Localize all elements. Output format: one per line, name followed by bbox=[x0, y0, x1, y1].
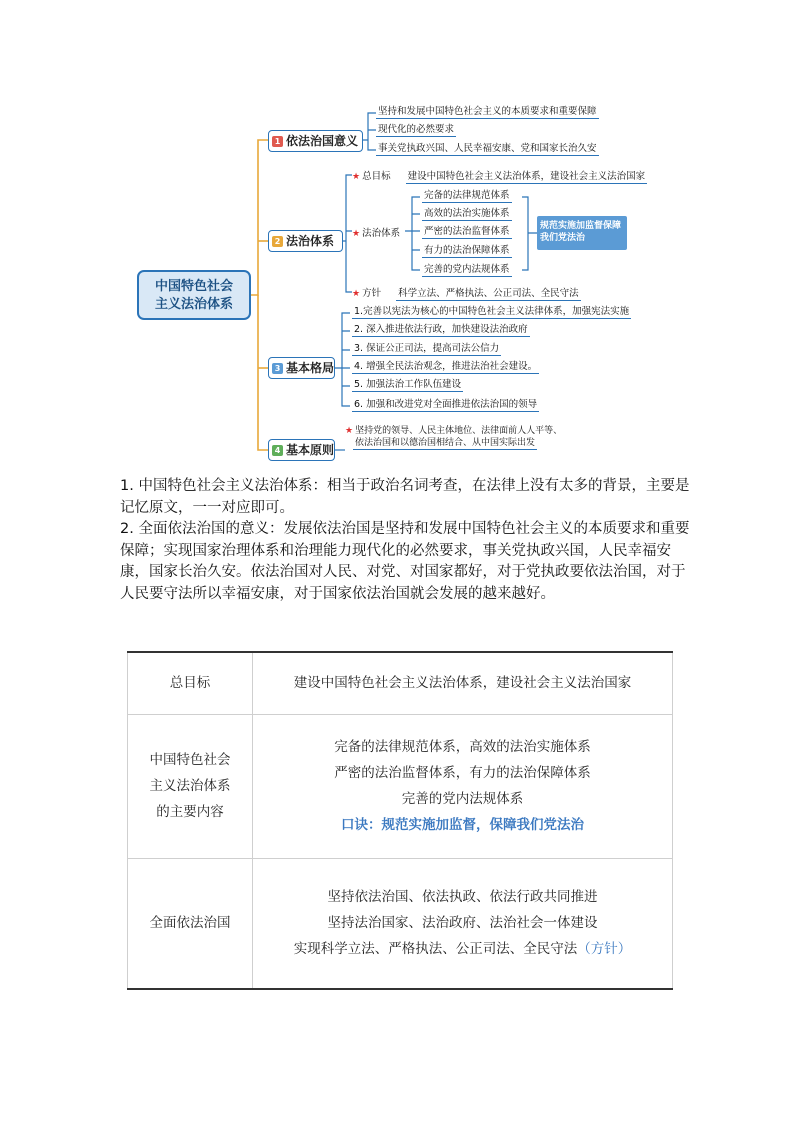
mind-map bbox=[0, 0, 800, 470]
branch-number-badge: 1 bbox=[272, 136, 283, 147]
table-label-cell bbox=[128, 714, 253, 858]
layout-item: 1.完善以宪法为核心的中国特色社会主义法律体系，加强宪法实施 bbox=[354, 306, 630, 317]
table-label-cell: 全面依法治国 bbox=[128, 858, 253, 989]
general-goal-text: 建设中国特色社会主义法治体系，建设社会主义法治国家 bbox=[407, 171, 646, 182]
layout-item: 3. 保证公正司法，提高司法公信力 bbox=[354, 343, 500, 354]
summary-table bbox=[127, 651, 673, 990]
table-row bbox=[128, 652, 673, 714]
label-line: 的主要内容 bbox=[156, 804, 224, 820]
content-line: 严密的法治监督体系，有力的法治保障体系 bbox=[334, 765, 591, 781]
system-item: 完备的法律规范体系 bbox=[424, 190, 510, 201]
star-icon: ★ bbox=[352, 229, 361, 239]
content-line: 完备的法律规范体系，高效的法治实施体系 bbox=[334, 739, 591, 755]
content-line: 坚持依法治国、依法执政、依法行政共同推进 bbox=[327, 889, 598, 906]
mnemonic-callout: 规范实施加监督保障我们党法治 bbox=[537, 216, 627, 250]
content-line: 坚持法治国家、法治政府、法治社会一体建设 bbox=[327, 915, 598, 932]
star-icon: ★ bbox=[352, 172, 361, 182]
table-content-cell bbox=[253, 714, 673, 858]
branch-label: 基本原则 bbox=[286, 443, 335, 457]
mind-map-root bbox=[137, 270, 251, 320]
principles-line-1: 坚持党的领导、人民主体地位、法律面前人人平等、 bbox=[355, 426, 563, 436]
table-label-cell: 总目标 bbox=[128, 652, 253, 714]
branch-4 bbox=[268, 439, 335, 461]
label-line: 主义法治体系 bbox=[149, 778, 231, 794]
branch-label: 依法治国意义 bbox=[286, 134, 359, 148]
root-line-2: 主义法治体系 bbox=[154, 297, 233, 312]
branch-3 bbox=[268, 357, 335, 379]
system-tag-row bbox=[352, 225, 400, 239]
layout-item: 5. 加强法治工作队伍建设 bbox=[354, 379, 462, 390]
system-item: 有力的法治保障体系 bbox=[424, 245, 510, 256]
branch-number-badge: 3 bbox=[272, 363, 283, 374]
system-item: 完善的党内法规体系 bbox=[424, 264, 510, 275]
branch-number-badge: 4 bbox=[272, 445, 283, 456]
policy-row bbox=[352, 285, 581, 299]
branch-2 bbox=[268, 230, 343, 252]
principles-line-2: 依法治国和以德治国相结合、从中国实际出发 bbox=[355, 438, 536, 448]
content-line: 完善的党内法规体系 bbox=[401, 791, 524, 807]
table-row bbox=[128, 858, 673, 989]
system-tag: 法治体系 bbox=[362, 228, 401, 239]
table-content-cell: 建设中国特色社会主义法治体系，建设社会主义法治国家 bbox=[253, 652, 673, 714]
policy-tag: 方针 bbox=[362, 288, 382, 299]
system-item: 高效的法治实施体系 bbox=[424, 208, 510, 219]
content-line bbox=[254, 936, 671, 962]
branch-number-badge: 2 bbox=[272, 236, 283, 247]
branch-1-item: 坚持和发展中国特色社会主义的本质要求和重要保障 bbox=[378, 106, 597, 117]
label-line: 中国特色社会 bbox=[149, 752, 231, 768]
mnemonic-line: 口诀：规范实施加监督，保障我们党法治 bbox=[341, 817, 584, 833]
system-item: 严密的法治监督体系 bbox=[424, 226, 510, 237]
star-icon: ★ bbox=[352, 289, 361, 299]
root-line-1: 中国特色社会 bbox=[154, 279, 233, 294]
paragraph-2: 2. 全面依法治国的意义：发展依法治国是坚持和发展中国特色社会主义的本质要求和重要保障；实现国家治理体系和治理能力现代化的必然要求，事关党执政兴国，人民幸福安康，国家长治久安。依法治国对人民、对党、对国家都好，对于党执政要依法治国，对于人民要守法所以幸福安康，对于国家依法治国就会发展的越来越好。 bbox=[120, 521, 690, 602]
paragraph-1: 1. 中国特色社会主义法治体系：相当于政治名词考查，在法律上没有太多的背景，主要是记忆原文，一一对应即可。 bbox=[120, 478, 690, 516]
layout-item: 2. 深入推进依法行政，加快建设法治政府 bbox=[354, 324, 528, 335]
content-line-text: 实现科学立法、严格执法、公正司法、全民守法 bbox=[293, 941, 578, 958]
branch-1-item: 现代化的必然要求 bbox=[378, 124, 455, 135]
principles-block bbox=[345, 425, 562, 449]
branch-label: 法治体系 bbox=[286, 234, 335, 248]
star-icon: ★ bbox=[345, 426, 354, 436]
layout-item: 6. 加强和改进党对全面推进依法治国的领导 bbox=[354, 399, 538, 410]
general-goal-tag: 总目标 bbox=[362, 171, 391, 182]
layout-item: 4. 增强全民法治观念，推进法治社会建设。 bbox=[354, 361, 538, 372]
branch-1 bbox=[268, 130, 363, 152]
policy-text: 科学立法、严格执法、公正司法、全民守法 bbox=[398, 288, 579, 299]
table-content-cell bbox=[253, 858, 673, 989]
table-row bbox=[128, 714, 673, 858]
general-goal-row bbox=[352, 168, 647, 182]
policy-note: （方针） bbox=[577, 941, 632, 958]
branch-1-item: 事关党执政兴国、人民幸福安康、党和国家长治久安 bbox=[378, 143, 597, 154]
branch-label: 基本格局 bbox=[286, 361, 335, 375]
